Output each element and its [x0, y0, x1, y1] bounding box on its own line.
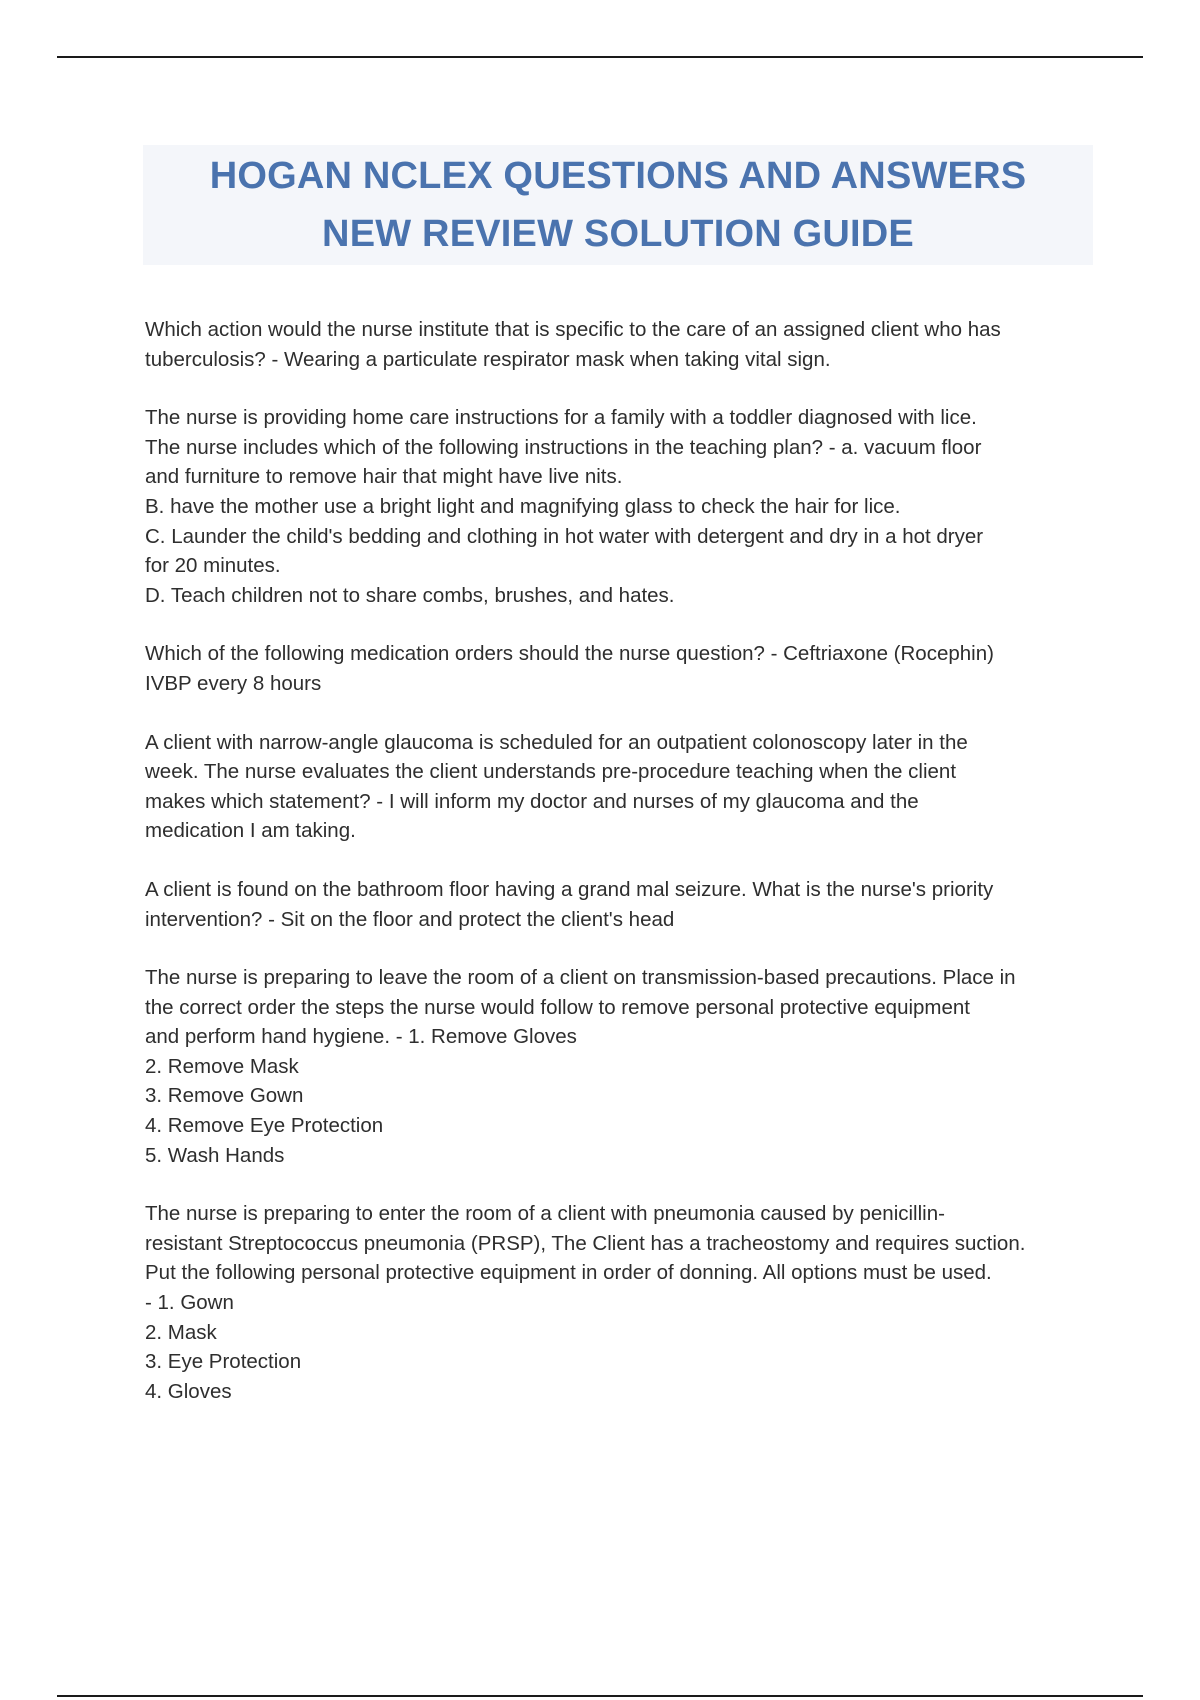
qa-entry — [145, 875, 1095, 934]
qa-text-line: resistant Streptococcus pneumonia (PRSP), The Client has a tracheostomy and requires suction. — [145, 1231, 1026, 1255]
qa-text-line: 2. Mask — [145, 1320, 217, 1344]
title-line-2: NEW REVIEW SOLUTION GUIDE — [322, 213, 914, 255]
qa-text-line: 4. Gloves — [145, 1379, 232, 1403]
qa-text-line: and furniture to remove hair that might have live nits. — [145, 465, 623, 489]
qa-text-line: The nurse is preparing to enter the room of a client with pneumonia caused by penicillin- — [145, 1202, 945, 1226]
qa-entry — [145, 639, 1095, 698]
qa-text-line: A client with narrow-angle glaucoma is scheduled for an outpatient colonoscopy later in the — [145, 730, 968, 754]
qa-text-line: IVBP every 8 hours — [145, 671, 322, 695]
qa-text-line: and perform hand hygiene. - 1. Remove Gloves — [145, 1025, 577, 1049]
qa-text-line: 2. Remove Mask — [145, 1054, 299, 1078]
qa-text-line: The nurse includes which of the following instructions in the teaching plan? - a. vacuum floor — [145, 435, 982, 459]
qa-text-line: 5. Wash Hands — [145, 1143, 285, 1167]
qa-text-line: Which action would the nurse institute that is specific to the care of an assigned client who has — [145, 318, 1001, 341]
title-line-1: HOGAN NCLEX QUESTIONS AND ANSWERS — [209, 155, 1027, 197]
qa-text-line: 3. Remove Gown — [145, 1084, 304, 1108]
qa-text-line: 4. Remove Eye Protection — [145, 1114, 384, 1138]
qa-text-line: week. The nurse evaluates the client understands pre-procedure teaching when the client — [145, 760, 957, 784]
qa-entry — [145, 1199, 1095, 1406]
qa-entry — [145, 728, 1095, 846]
qa-text-line: Which of the following medication orders should the nurse question? - Ceftriaxone (Rocephin) — [145, 642, 994, 666]
qa-text-line: B. have the mother use a bright light and magnifying glass to check the hair for lice. — [145, 494, 901, 518]
bottom-rule — [57, 1695, 1143, 1697]
qa-text-line: - 1. Gown — [145, 1291, 234, 1315]
qa-text-line: medication I am taking. — [145, 819, 356, 843]
qa-text-line: for 20 minutes. — [145, 554, 281, 578]
qa-entry — [145, 315, 1095, 374]
qa-text-line: tuberculosis? - Wearing a particulate respirator mask when taking vital sign. — [145, 347, 831, 371]
qa-text-line: A client is found on the bathroom floor having a grand mal seizure. What is the nurse's priority — [145, 877, 994, 901]
qa-text-line: The nurse is providing home care instructions for a family with a toddler diagnosed with lice. — [145, 406, 977, 430]
qa-text-line: Put the following personal protective equipment in order of donning. All options must be used. — [145, 1261, 992, 1285]
qa-text-line: The nurse is preparing to leave the room of a client on transmission-based precautions. Place in — [145, 966, 1016, 990]
qa-text-line: C. Launder the child's bedding and clothing in hot water with detergent and dry in a hot dryer — [145, 524, 984, 548]
qa-text-line: intervention? - Sit on the floor and protect the client's head — [145, 907, 675, 931]
title-banner — [143, 145, 1093, 265]
top-rule — [57, 56, 1143, 58]
qa-text-line: 3. Eye Protection — [145, 1350, 302, 1374]
qa-text-line: makes which statement? - I will inform my doctor and nurses of my glaucoma and the — [145, 789, 919, 813]
qa-entry — [145, 963, 1095, 1170]
qa-entry — [145, 403, 1095, 610]
qa-text-line: the correct order the steps the nurse would follow to remove personal protective equipment — [145, 995, 970, 1019]
qa-text-line: D. Teach children not to share combs, brushes, and hates. — [145, 583, 675, 607]
qa-content — [145, 315, 1095, 1435]
